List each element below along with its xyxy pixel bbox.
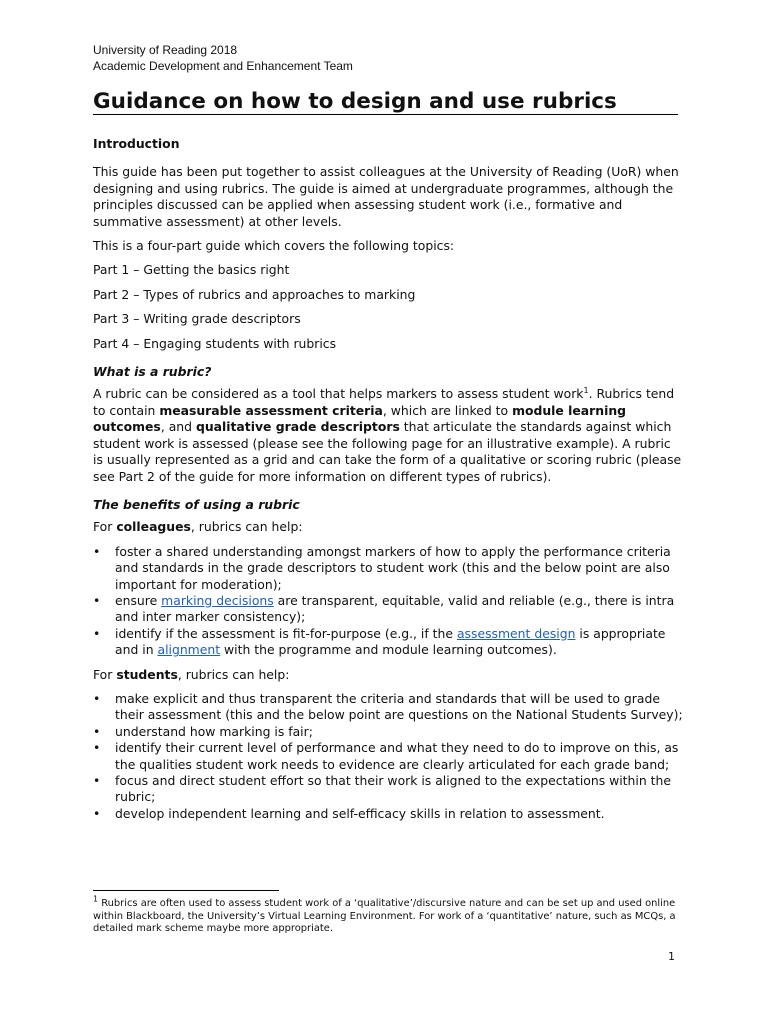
text-span: For	[93, 666, 117, 682]
text-span: with the programme and module learning outcomes).	[220, 642, 557, 658]
colleagues-list	[93, 544, 683, 659]
what-is-rubric-heading: What is a rubric?	[93, 364, 212, 380]
part-3: Part 3 – Writing grade descriptors	[93, 311, 301, 327]
what-is-rubric-paragraph	[93, 386, 683, 484]
bold-span: qualitative grade descriptors	[195, 419, 400, 435]
bold-span: students	[116, 666, 178, 682]
text-span: identify if the assessment is fit-for-purpose (e.g., if the	[115, 625, 457, 641]
text-span: . Rubrics tend to contain	[93, 386, 675, 418]
text-span: are transparent, equitable, valid and reliable (e.g., there is intra and inter marker consistency);	[115, 592, 675, 625]
text-span: , rubrics can help:	[177, 666, 290, 682]
topics-intro: This is a four-part guide which covers the following topics:	[93, 238, 455, 254]
colleagues-intro	[93, 519, 683, 535]
header-institution: University of Reading 2018	[93, 43, 238, 57]
introduction-paragraph: This guide has been put together to assist colleagues at the University of Reading (UoR) when designing and using rubrics. The guide is aimed at undergraduate programmes, although the principles discussed can be applied when assessing student work (i.e., formative and summative assessment) at other levels.	[93, 164, 679, 229]
text-span: , which are linked to	[382, 402, 513, 418]
page-number: 1	[668, 950, 675, 963]
list-item: • foster a shared understanding amongst markers of how to apply the performance criteria and standards in the grade descriptors to student work (this and the below point are also important for moderation);	[93, 544, 683, 593]
list-item: • focus and direct student effort so that their work is aligned to the expectations within the rubric;	[93, 773, 683, 806]
bold-span: colleagues	[116, 519, 191, 535]
list-item: • understand how marking is fair;	[93, 724, 683, 740]
footnote-separator	[93, 890, 279, 891]
footnote	[93, 894, 683, 936]
part-2: Part 2 – Types of rubrics and approaches to marking	[93, 286, 416, 302]
document-body	[93, 136, 683, 822]
footnote-ref[interactable]: 1	[583, 386, 589, 396]
page-title: Guidance on how to design and use rubrics	[93, 89, 617, 114]
part-1: Part 1 – Getting the basics right	[93, 262, 290, 278]
benefits-heading: The benefits of using a rubric	[93, 496, 300, 512]
list-item: • identify their current level of performance and what they need to do to improve on this, as the qualities student work needs to evidence are clearly articulated for each grade band;	[93, 740, 683, 773]
footnote-mark: 1	[93, 894, 99, 904]
header-team: Academic Development and Enhancement Team	[93, 59, 353, 73]
list-item	[93, 626, 683, 659]
text-span: ensure	[115, 592, 162, 608]
bold-span: module learning outcomes	[93, 402, 627, 435]
list-item: • develop independent learning and self-efficacy skills in relation to assessment.	[93, 806, 683, 822]
introduction-heading: Introduction	[93, 136, 180, 151]
assessment-design-link[interactable]: assessment design	[456, 625, 576, 641]
footnote-text: Rubrics are often used to assess student work of a ‘qualitative’/discursive nature and can be set up and used online within Blackboard, the University’s Virtual Learning Environment. For work of a ‘quantitative’ nature, such as MCQs, a detailed mark scheme maybe more appropriate.	[93, 898, 676, 934]
list-item	[93, 593, 683, 626]
marking-decisions-link[interactable]: marking decisions	[161, 592, 274, 608]
document-header	[93, 42, 353, 74]
text-span: is appropriate and in	[115, 625, 666, 658]
text-span: , rubrics can help:	[190, 519, 303, 535]
text-span: A rubric can be considered as a tool that helps markers to assess student work	[93, 386, 584, 402]
bold-span: measurable assessment criteria	[159, 402, 383, 418]
text-span: For	[93, 519, 117, 535]
alignment-link[interactable]: alignment	[157, 642, 221, 658]
part-4: Part 4 – Engaging students with rubrics	[93, 335, 337, 351]
text-span: that articulate the standards against which student work is assessed (please see the following page for an illustrative example). A rubric is usually represented as a grid and can take the form of a qualitative or scoring rubric (please see Part 2 of the guide for more information on different types of rubrics).	[93, 419, 682, 484]
students-list	[93, 691, 683, 822]
students-intro	[93, 667, 683, 683]
list-item: • make explicit and thus transparent the criteria and standards that will be used to grade their assessment (this and the below point are questions on the National Students Survey);	[93, 691, 683, 724]
title-underline	[93, 114, 678, 115]
text-span: , and	[160, 419, 196, 435]
